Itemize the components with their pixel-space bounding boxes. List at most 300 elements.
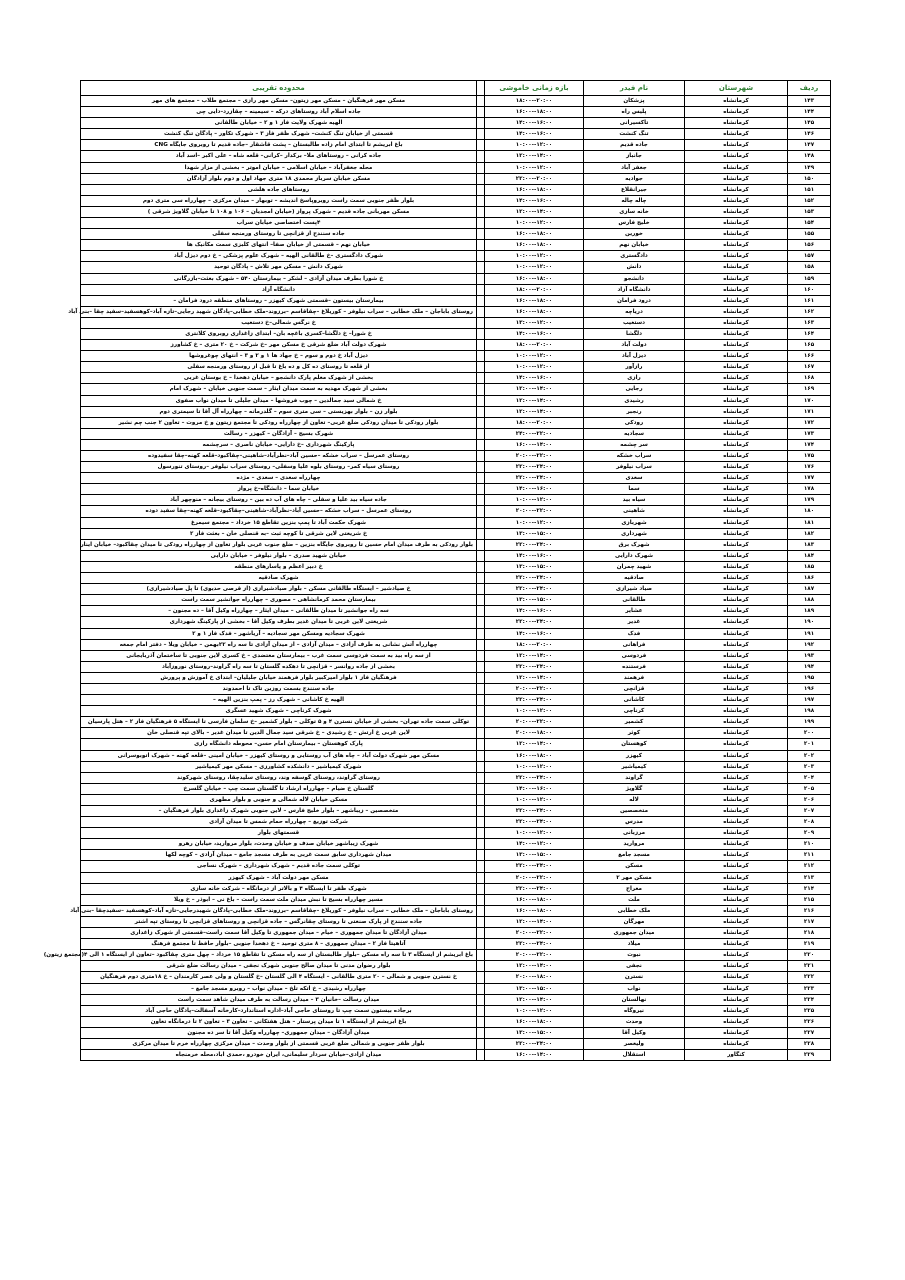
row-number: ۱۶۶ xyxy=(788,351,831,362)
row-city: کرمانشاه xyxy=(685,1005,788,1016)
row-gap xyxy=(477,817,485,828)
table-row xyxy=(81,850,831,861)
row-number: ۱۵۰ xyxy=(788,173,831,184)
row-number: ۲۰۳ xyxy=(788,761,831,772)
row-approximate-area: باغ ابریشم تا ابتدای امام زاده طالبستان – پشت قاشقار –جاده قدیم تا روبروی جایگاه CNG xyxy=(81,140,477,151)
row-feeder-name: شهرک برق xyxy=(584,539,685,550)
row-approximate-area: بلوار رودکی به طرف میدان امام حسین تا روبروی جایگاه بنزین – ضلع جنوب غربی بلوار تعاون از چهارراه رودکی تا میدان چقاکبود– خیابان اینار xyxy=(81,539,477,550)
row-outage-time: ۲۴:۰۰--۲۲:۰۰ xyxy=(485,772,584,783)
table-row xyxy=(81,905,831,916)
row-feeder-name: دادگستری xyxy=(584,251,685,262)
row-outage-time: ۲۲:۰۰--۲۰:۰۰ xyxy=(485,950,584,961)
row-outage-time: ۱۲:۰۰--۱۴:۰۰ xyxy=(485,839,584,850)
row-gap xyxy=(477,451,485,462)
row-feeder-name: عشایر xyxy=(584,606,685,617)
row-gap xyxy=(477,883,485,894)
row-gap xyxy=(477,140,485,151)
row-outage-time: ۱۵:۰۰--۱۳:۰۰ xyxy=(485,1027,584,1038)
row-number: ۱۹۱ xyxy=(788,628,831,639)
row-gap xyxy=(477,916,485,927)
row-outage-time: ۲۲:۰۰--۲۰:۰۰ xyxy=(485,451,584,462)
row-approximate-area: توکلی سمت جاده تهران– بخشی از خیابان نسترن ۴ و ۵ توکلی – بلوار کشمیر –خ سلمان فارسی تا ایستگاه ۵ فرهنگیان فاز ۲ – هتل پارسیان xyxy=(81,717,477,728)
row-number: ۲۱۸ xyxy=(788,928,831,939)
row-outage-time: ۱۶:۰۰--۱۴:۰۰ xyxy=(485,783,584,794)
row-gap xyxy=(477,384,485,395)
row-feeder-name: فراهانی xyxy=(584,639,685,650)
row-feeder-name: میدان جمهوری xyxy=(584,928,685,939)
row-outage-time: ۲۲:۰۰--۲۰:۰۰ xyxy=(485,717,584,728)
row-gap xyxy=(477,462,485,473)
row-outage-time: ۱۲:۰۰--۱۰:۰۰ xyxy=(485,362,584,373)
table-row xyxy=(81,206,831,217)
row-outage-time: ۱۸:۰۰--۱۶:۰۰ xyxy=(485,273,584,284)
table-row xyxy=(81,451,831,462)
row-feeder-name: جاده قدیم xyxy=(584,140,685,151)
row-number: ۱۵۵ xyxy=(788,229,831,240)
row-number: ۱۷۸ xyxy=(788,484,831,495)
row-approximate-area: شهرک صادقیه xyxy=(81,573,477,584)
row-gap xyxy=(477,928,485,939)
row-number: ۱۸۳ xyxy=(788,539,831,550)
row-outage-time: ۲۰:۰۰--۱۸:۰۰ xyxy=(485,340,584,351)
row-feeder-name: درود فرامان xyxy=(584,295,685,306)
row-city: کرمانشاه xyxy=(685,328,788,339)
row-gap xyxy=(477,373,485,384)
row-outage-time: ۱۸:۰۰--۱۶:۰۰ xyxy=(485,894,584,905)
row-gap xyxy=(477,839,485,850)
row-number: ۲۱۹ xyxy=(788,939,831,950)
row-outage-time: ۱۴:۰۰--۱۲:۰۰ xyxy=(485,916,584,927)
row-approximate-area: توکلی سمت جاده قدیم – شهرک شهرداری – شهرک نساجی xyxy=(81,861,477,872)
row-feeder-name: فدک xyxy=(584,628,685,639)
row-outage-time: ۲۴:۰۰--۲۲:۰۰ xyxy=(485,584,584,595)
table-row xyxy=(81,195,831,206)
row-feeder-name: لاله xyxy=(584,794,685,805)
table-row xyxy=(81,695,831,706)
row-city: کرمانشاه xyxy=(685,672,788,683)
table-row xyxy=(81,650,831,661)
row-number: ۱۵۱ xyxy=(788,184,831,195)
row-feeder-name: صادقیه xyxy=(584,573,685,584)
row-number: ۲۰۷ xyxy=(788,806,831,817)
row-city: کرمانشاه xyxy=(685,695,788,706)
row-number: ۲۱۷ xyxy=(788,916,831,927)
row-city: کرمانشاه xyxy=(685,284,788,295)
row-number: ۲۱۵ xyxy=(788,894,831,905)
row-approximate-area: بیمارستان محمد کرمانشاهی – مصوری – چهارراه جوانشیر سمت راست xyxy=(81,595,477,606)
row-approximate-area: مسکن مهربانی جاده قدیم – شهرک پرواز (خیابان امجدیان – ۱۰۶ و ۱۰۸ تا خیابان گلاویژ شرقی ) xyxy=(81,206,477,217)
row-number: ۱۸۹ xyxy=(788,606,831,617)
table-row xyxy=(81,1038,831,1049)
row-outage-time: ۲۴:۰۰--۲۲:۰۰ xyxy=(485,1038,584,1049)
row-outage-time: ۱۴:۰۰--۱۲:۰۰ xyxy=(485,395,584,406)
row-approximate-area: روستای باباجان – ملک خطابی – سراب نیلوفر – کوریلاغ –چقاقاسم –برزوند–ملک خطابی–پادگان شهید رجایی–تازه آباد–کوهسفید–سفید چقا –بنی آباد xyxy=(81,306,477,317)
row-feeder-name: تاکسیرانی xyxy=(584,118,685,129)
row-number: ۲۱۰ xyxy=(788,839,831,850)
row-city: کرمانشاه xyxy=(685,539,788,550)
row-gap xyxy=(477,628,485,639)
row-number: ۱۶۰ xyxy=(788,284,831,295)
row-city: کرمانشاه xyxy=(685,772,788,783)
row-outage-time: ۱۲:۰۰--۱۰:۰۰ xyxy=(485,828,584,839)
row-number: ۱۷۲ xyxy=(788,417,831,428)
outage-schedule-sheet xyxy=(43,80,830,1061)
row-feeder-name: دولت آباد xyxy=(584,340,685,351)
table-row xyxy=(81,484,831,495)
row-gap xyxy=(477,573,485,584)
row-number: ۱۴۴ xyxy=(788,107,831,118)
row-gap xyxy=(477,905,485,916)
table-row xyxy=(81,373,831,384)
row-feeder-name: شهید چمران xyxy=(584,561,685,572)
row-feeder-name: قزانچی xyxy=(584,683,685,694)
row-approximate-area: شهرک ظفر تا ایستگاه ۴ و بالاتر از درمانگاه – شرکت خانه سازی xyxy=(81,883,477,894)
row-gap xyxy=(477,561,485,572)
row-gap xyxy=(477,950,485,961)
row-number: ۱۷۶ xyxy=(788,462,831,473)
row-city: کرمانشاه xyxy=(685,595,788,606)
row-approximate-area: خیابان نهم – قسمتی از خیابان صفا– انتهای کلبزی سمت مکانیک ها xyxy=(81,240,477,251)
row-outage-time: ۱۸:۰۰--۱۶:۰۰ xyxy=(485,750,584,761)
row-number: ۲۲۳ xyxy=(788,983,831,994)
table-row xyxy=(81,462,831,473)
row-outage-time: ۱۸:۰۰--۱۶:۰۰ xyxy=(485,184,584,195)
row-feeder-name: وحدت xyxy=(584,1016,685,1027)
row-city: کرمانشاه xyxy=(685,229,788,240)
row-gap xyxy=(477,794,485,805)
row-city: کرمانشاه xyxy=(685,484,788,495)
row-gap xyxy=(477,362,485,373)
row-gap xyxy=(477,772,485,783)
row-outage-time: ۱۸:۰۰--۱۶:۰۰ xyxy=(485,306,584,317)
row-gap xyxy=(477,262,485,273)
table-row xyxy=(81,218,831,229)
row-approximate-area: محله جعفرآباد – خیابان اسلامی – خیابان اموتر – بخشی از مزار شهدا xyxy=(81,162,477,173)
row-approximate-area: بلوار زن – بلوار بهزیستی – سی متری سوم – گلدرمانه – چهارراه آل آقا تا سیمتری دوم xyxy=(81,406,477,417)
row-number: ۲۰۱ xyxy=(788,739,831,750)
row-approximate-area: پارکینگ شهرداری –خ دارایی– خیابان ناصری – سرچشمه xyxy=(81,439,477,450)
row-city: کرمانشاه xyxy=(685,173,788,184)
row-city: کرمانشاه xyxy=(685,728,788,739)
table-row xyxy=(81,118,831,129)
row-feeder-name: مروارید xyxy=(584,839,685,850)
row-feeder-name: استقلال xyxy=(584,1050,685,1061)
table-row xyxy=(81,828,831,839)
row-gap xyxy=(477,972,485,983)
row-city: کرمانشاه xyxy=(685,872,788,883)
table-row xyxy=(81,761,831,772)
row-gap xyxy=(477,1016,485,1027)
table-row xyxy=(81,473,831,484)
row-feeder-name: دیزل آباد xyxy=(584,351,685,362)
row-feeder-name: رازی xyxy=(584,373,685,384)
row-gap xyxy=(477,861,485,872)
row-city: کرمانشاه xyxy=(685,1038,788,1049)
row-outage-time: ۱۸:۰۰--۲۰:۰۰ xyxy=(485,728,584,739)
row-feeder-name: صیاد شیرازی xyxy=(584,584,685,595)
row-outage-time: ۱۴:۰۰--۱۶:۰۰ xyxy=(485,439,584,450)
row-gap xyxy=(477,550,485,561)
row-outage-time: ۲۲:۰۰--۲۰:۰۰ xyxy=(485,683,584,694)
row-number: ۲۲۵ xyxy=(788,1005,831,1016)
table-row xyxy=(81,628,831,639)
row-number: ۲۱۳ xyxy=(788,872,831,883)
table-row xyxy=(81,273,831,284)
row-gap xyxy=(477,229,485,240)
table-body xyxy=(43,96,831,1061)
row-feeder-name: فرهمند xyxy=(584,672,685,683)
table-row xyxy=(81,173,831,184)
table-row xyxy=(81,639,831,650)
row-number: ۱۵۶ xyxy=(788,240,831,251)
row-city: کرمانشاه xyxy=(685,107,788,118)
row-approximate-area: جاده سنندج از پارک صنعتی تا روستای چقانرگس – جاده قزانچی و روستاهای قزانچی تا روستای تپه اشتر xyxy=(81,916,477,927)
row-gap xyxy=(477,761,485,772)
row-approximate-area: روستاهای جاده هلشی xyxy=(81,184,477,195)
row-feeder-name: خورین xyxy=(584,229,685,240)
row-number: ۲۲۴ xyxy=(788,994,831,1005)
row-city: کرمانشاه xyxy=(685,373,788,384)
row-city: کرمانشاه xyxy=(685,495,788,506)
row-feeder-name: دریاچه xyxy=(584,306,685,317)
row-gap xyxy=(477,617,485,628)
row-outage-time: ۲۴:۰۰--۲۲:۰۰ xyxy=(485,539,584,550)
row-city: کرمانشاه xyxy=(685,850,788,861)
row-number: ۱۸۱ xyxy=(788,517,831,528)
row-outage-time: ۱۶:۰۰--۱۴:۰۰ xyxy=(485,628,584,639)
header-feeder-name: نام فیدر xyxy=(584,81,685,96)
row-number: ۱۶۵ xyxy=(788,340,831,351)
row-approximate-area: چهارراه آتش نشانی به طرف آزادی – میدان آزادی – از میدان آزادی تا سه راه ۲۲بهمن – خیابان ویلا – دفتر امام جمعه xyxy=(81,639,477,650)
row-approximate-area: الهیه خ کاشانی – شهرک رز – پمپ بنزین الهیه – xyxy=(81,695,477,706)
row-gap xyxy=(477,328,485,339)
row-approximate-area: میدان ازادی–خیابان سردار سلیمانی، ایران خودرو ،حمدی اباد،محله خرمنجاه xyxy=(81,1050,477,1061)
row-number: ۱۵۸ xyxy=(788,262,831,273)
table-row xyxy=(81,384,831,395)
row-feeder-name: مهرگان xyxy=(584,916,685,927)
row-city: کرمانشاه xyxy=(685,661,788,672)
row-city: کرمانشاه xyxy=(685,340,788,351)
row-number: ۱۸۲ xyxy=(788,528,831,539)
table-row xyxy=(81,395,831,406)
row-outage-time: ۱۲:۰۰--۱۰:۰۰ xyxy=(485,761,584,772)
row-outage-time: ۱۶:۰۰--۱۴:۰۰ xyxy=(485,484,584,495)
row-feeder-name: کوثر xyxy=(584,728,685,739)
row-city: کرمانشاه xyxy=(685,118,788,129)
row-approximate-area: مسیر چهارراه بسیج تا نبش میدان ملت سمت راست – باغ نی – ابوذر – خ ویلا xyxy=(81,894,477,905)
table-row xyxy=(81,340,831,351)
row-city: کرمانشاه xyxy=(685,1027,788,1038)
row-approximate-area: چهارراه سعدی – سعدی – مژده xyxy=(81,473,477,484)
table-row xyxy=(81,439,831,450)
row-city: کرمانشاه xyxy=(685,761,788,772)
row-number: ۲۱۱ xyxy=(788,850,831,861)
row-feeder-name: مسکن مهر ۲ xyxy=(584,872,685,883)
table-row xyxy=(81,972,831,983)
row-number: ۱۹۸ xyxy=(788,706,831,717)
row-approximate-area: شهرک حکمت آباد تا پمپ بنزین تقاطع ۱۵ خرداد – مجتمع سیمرغ xyxy=(81,517,477,528)
row-approximate-area: خ دبیر اعظم و پاسارهای منطقه xyxy=(81,561,477,572)
row-approximate-area: بلوار ظفر جنوبی و شمالی ضلع غربی قسمتی از بلوار وحدت – میدان مرکزی چهارراه خرم تا میدان مرکزی xyxy=(81,1038,477,1049)
row-feeder-name: شهربازی xyxy=(584,517,685,528)
row-outage-time: ۲۰:۰۰--۱۸:۰۰ xyxy=(485,96,584,107)
row-number: ۱۷۷ xyxy=(788,473,831,484)
row-approximate-area: بلوار رودکی تا میدان رودکی ضلع غربی– تعاون از چهارراه رودکی تا مجتمع زیتون و خ مروت – تعاون ۲ جنب چم نشیر xyxy=(81,417,477,428)
row-feeder-name: ملت xyxy=(584,894,685,905)
row-approximate-area: خ شمالی سید جمالدین – چوب فروشها – میدان جلیلی تا میدان نواب صفوی xyxy=(81,395,477,406)
row-approximate-area: الهیه شهرک ولایت فاز ۱ و ۲ – خیابان طالقانی xyxy=(81,118,477,129)
row-gap xyxy=(477,295,485,306)
row-outage-time: ۱۸:۰۰--۱۶:۰۰ xyxy=(485,1016,584,1027)
row-gap xyxy=(477,728,485,739)
row-approximate-area: میدان رسالت –خانیان ۳ – میدان رسالت به طرف میدان شاهد سمت راست xyxy=(81,994,477,1005)
row-feeder-name: فرستنده xyxy=(584,661,685,672)
table-row xyxy=(81,561,831,572)
table-row xyxy=(81,728,831,739)
row-number: ۲۱۲ xyxy=(788,861,831,872)
row-outage-time: ۲۴:۰۰--۲۲:۰۰ xyxy=(485,661,584,672)
table-row xyxy=(81,783,831,794)
row-approximate-area: روستای گراوند، روستای گوسفه وند، روستای سلیدچقا، روستای شهرکوند xyxy=(81,772,477,783)
row-outage-time: ۲۴:۰۰--۲۲:۰۰ xyxy=(485,817,584,828)
table-row xyxy=(81,961,831,972)
row-number: ۱۵۷ xyxy=(788,251,831,262)
row-approximate-area: قسمتی از خیابان تنگ کنشت– شهرک ظفر فاز ۳ – شهرک تکاور – پادگان تنگ کنشت xyxy=(81,129,477,140)
row-outage-time: ۱۵:۰۰--۱۳:۰۰ xyxy=(485,983,584,994)
row-city: کرمانشاه xyxy=(685,972,788,983)
row-outage-time: ۱۲:۰۰--۱۰:۰۰ xyxy=(485,162,584,173)
row-city: کرمانشاه xyxy=(685,462,788,473)
row-outage-time: ۱۲:۰۰--۱۰:۰۰ xyxy=(485,706,584,717)
row-gap xyxy=(477,218,485,229)
table-row xyxy=(81,151,831,162)
row-outage-time: ۱۵:۰۰--۱۳:۰۰ xyxy=(485,850,584,861)
row-number: ۱۷۰ xyxy=(788,395,831,406)
row-gap xyxy=(477,96,485,107)
row-number: ۱۸۴ xyxy=(788,550,831,561)
row-number: ۱۴۶ xyxy=(788,129,831,140)
row-city: کرمانشاه xyxy=(685,206,788,217)
row-outage-time: ۲۲:۰۰--۲۰:۰۰ xyxy=(485,872,584,883)
row-number: ۱۷۱ xyxy=(788,406,831,417)
row-city: کرمانشاه xyxy=(685,983,788,994)
row-outage-time: ۲۴:۰۰--۲۲:۰۰ xyxy=(485,939,584,950)
row-outage-time: ۲۴:۰۰--۲۲:۰۰ xyxy=(485,473,584,484)
row-approximate-area: شهرک کرناچی – شهرک شهید عسگری xyxy=(81,706,477,717)
table-row xyxy=(81,950,831,961)
row-feeder-name: گلاویژ xyxy=(584,783,685,794)
row-gap xyxy=(477,273,485,284)
row-gap xyxy=(477,118,485,129)
row-feeder-name: کیهزر xyxy=(584,750,685,761)
row-outage-time: ۱۶:۰۰--۱۴:۰۰ xyxy=(485,606,584,617)
row-outage-time: ۲۰:۰۰--۱۸:۰۰ xyxy=(485,639,584,650)
row-feeder-name: جیرانقلاع xyxy=(584,184,685,195)
table-row xyxy=(81,351,831,362)
row-gap xyxy=(477,961,485,972)
row-number: ۲۲۹ xyxy=(788,1050,831,1061)
row-number: ۱۶۴ xyxy=(788,328,831,339)
row-city: کرمانشاه xyxy=(685,939,788,950)
row-gap xyxy=(477,251,485,262)
row-approximate-area: پارک کوهستان – بیمارستان امام حسن– محوطه دانشگاه رازی xyxy=(81,739,477,750)
row-city: کرمانشاه xyxy=(685,473,788,484)
table-row xyxy=(81,584,831,595)
row-gap xyxy=(477,1005,485,1016)
row-outage-time: ۱۸:۰۰--۲۰:۰۰ xyxy=(485,972,584,983)
row-gap xyxy=(477,672,485,683)
table-row xyxy=(81,883,831,894)
row-approximate-area: شهرک دانش – مسکن مهر تلاش – پادگان توحید xyxy=(81,262,477,273)
table-row xyxy=(81,750,831,761)
row-city: کرمانشاه xyxy=(685,883,788,894)
row-feeder-name: رجایی xyxy=(584,384,685,395)
row-gap xyxy=(477,1050,485,1061)
row-feeder-name: کاشانی xyxy=(584,695,685,706)
row-number: ۱۷۳ xyxy=(788,428,831,439)
row-gap xyxy=(477,240,485,251)
row-outage-time: ۱۵:۰۰--۱۳:۰۰ xyxy=(485,561,584,572)
table-row xyxy=(81,606,831,617)
table-row xyxy=(81,1050,831,1061)
table-row xyxy=(81,1005,831,1016)
row-approximate-area: مسکن مهر دولت آباد – شهرک کیهزر xyxy=(81,872,477,883)
row-approximate-area: میدان شهرداری سابق سمت غربی به طرف مسجد جامع – میدان آزادی – کوچه لکها xyxy=(81,850,477,861)
row-number: ۱۵۹ xyxy=(788,273,831,284)
row-approximate-area: شهرک بسیج – آزادگان – کیهزر – رسالت xyxy=(81,428,477,439)
row-city: کرمانشاه xyxy=(685,584,788,595)
row-outage-time: ۱۲:۰۰--۱۰:۰۰ xyxy=(485,140,584,151)
row-outage-time: ۱۶:۰۰--۱۴:۰۰ xyxy=(485,118,584,129)
row-city: کرمانشاه xyxy=(685,606,788,617)
row-approximate-area: شرکت توزیع – چهارراه حمام شمس تا میدان آزادی xyxy=(81,817,477,828)
row-feeder-name: رشیدی xyxy=(584,395,685,406)
row-gap xyxy=(477,828,485,839)
row-outage-time: ۱۴:۰۰--۱۲:۰۰ xyxy=(485,650,584,661)
row-outage-time: ۱۴:۰۰--۱۲:۰۰ xyxy=(485,151,584,162)
row-approximate-area: مسکن مهر شهرک دولت آباد – چاه های آب روستایی و روستای کیهزر – خیابان امینی –قلعه کهنه – شهرک اتوبوسرانی xyxy=(81,750,477,761)
row-outage-time: ۱۸:۰۰--۱۶:۰۰ xyxy=(485,905,584,916)
row-approximate-area: جاده سنندج بسمت روزبن تاک تا احمدوند xyxy=(81,683,477,694)
row-feeder-name: پزشکان xyxy=(584,96,685,107)
row-number: ۱۸۰ xyxy=(788,506,831,517)
row-city: کرمانشاه xyxy=(685,650,788,661)
row-city: کرمانشاه xyxy=(685,351,788,362)
row-approximate-area: خ نرگس شمالی–خ دستغیب xyxy=(81,317,477,328)
row-approximate-area: بلوار رضوان مدنی تا میدان صالح جنوبی شهرک نجفی – میدان رسالت ضلع شرقی xyxy=(81,961,477,972)
row-city: کرمانشاه xyxy=(685,828,788,839)
row-gap xyxy=(477,473,485,484)
row-outage-time: ۱۴:۰۰--۱۲:۰۰ xyxy=(485,384,584,395)
table-row xyxy=(81,162,831,173)
row-feeder-name: خلیج فارس xyxy=(584,218,685,229)
row-number: ۱۶۸ xyxy=(788,373,831,384)
row-outage-time: ۱۶:۰۰--۱۴:۰۰ xyxy=(485,129,584,140)
row-approximate-area: آتاهیتا فاز ۲ – میدان جمهوری – ۸ متری توحید – خ دهخدا جنوبی –بلوار حافظ تا مجتمع فرهنگ xyxy=(81,939,477,950)
row-outage-time: ۲۴:۰۰--۲۲:۰۰ xyxy=(485,695,584,706)
row-gap xyxy=(477,206,485,217)
row-number: ۱۸۶ xyxy=(788,573,831,584)
row-number: ۱۴۸ xyxy=(788,151,831,162)
row-city: کرمانشاه xyxy=(685,950,788,961)
row-number: ۱۹۷ xyxy=(788,695,831,706)
row-approximate-area: جاده سیاه بید علیا و سفلی – چاه های آب ده بین – روستای بیجانه – منوچهر آباد xyxy=(81,495,477,506)
row-number: ۱۷۴ xyxy=(788,439,831,450)
row-feeder-name: گراوند xyxy=(584,772,685,783)
row-number: ۱۴۷ xyxy=(788,140,831,151)
row-outage-time: ۱۶:۰۰--۱۴:۰۰ xyxy=(485,550,584,561)
row-outage-time: ۱۲:۰۰--۱۰:۰۰ xyxy=(485,251,584,262)
